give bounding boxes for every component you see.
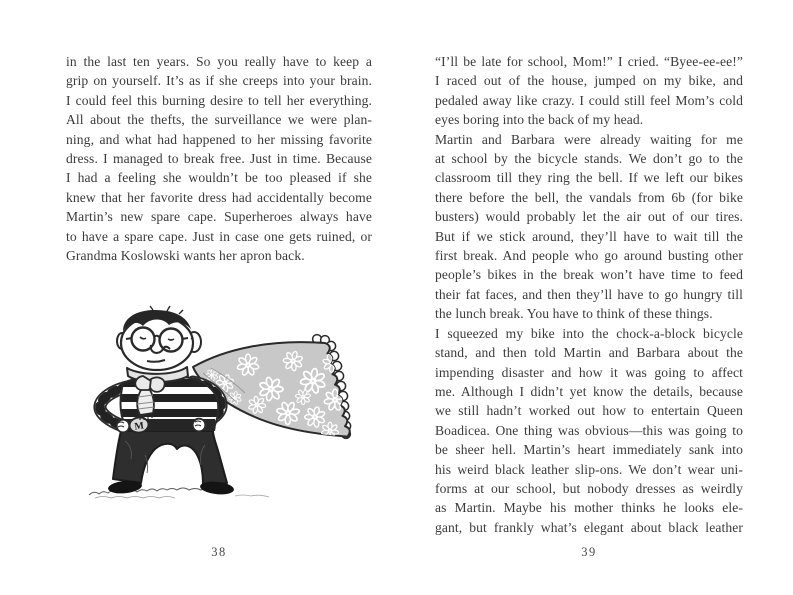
text-line: gant, but frankly what’s elegant about black leather [435, 519, 743, 535]
text-line: busters) would probably let the air out of our tires. [435, 209, 743, 225]
text-line: I squeezed my bike into the chock-a-block bicycle [435, 325, 743, 341]
text-line: at school by the bicycle stands. We don’t go to the [435, 151, 743, 167]
text-line: “I’ll be late for school, Mom!” I cried. “Byee-ee-ee!” [435, 54, 743, 69]
pants [107, 431, 234, 496]
text-line: But if we stick around, they’ll have to wait till the [435, 228, 743, 244]
text-line: dress. I managed to break free. Just in time. Because [66, 151, 372, 167]
text-line: grip on yourself. It’s as if she creeps into your brain. [66, 73, 372, 89]
text-line: I had a feeling she wouldn’t be too pleased if she [66, 170, 372, 186]
text-line: classroom till they ring the bell. If we left our bikes [435, 170, 743, 186]
page-number-left: 38 [211, 545, 227, 559]
text-line: I could feel this burning desire to tell her everything. [66, 92, 372, 108]
head [117, 306, 201, 370]
text-line: pedaled away like crazy. I could still feel Mom’s cold [435, 92, 743, 108]
text-line: Grandma Koslowski wants her apron back. [66, 248, 305, 264]
text-line: his weird black leather slip-ons. We don’t wear uni- [435, 461, 743, 477]
text-line: forms at our school, but nobody dresses as weirdly [435, 480, 743, 496]
right-page-text [435, 52, 743, 537]
text-line: Boadicea. One thing was obvious—this was going to [435, 422, 743, 438]
boy-with-cape-drawing [85, 305, 365, 505]
text-line: All about the thefts, the surveillance we were plan- [66, 112, 372, 128]
text-line: as Martin. Maybe his mother thinks he looks ele- [435, 500, 743, 516]
text-line: the lunch break. You have to think of these things. [435, 306, 713, 322]
text-line: people’s bikes in the break won’t have time to feed [435, 267, 743, 283]
text-line: to have a spare cape. Just in case one gets ruined, or [66, 228, 372, 244]
text-line: eyes boring into the back of my head. [435, 112, 644, 128]
text-line: I raced out of the house, jumped on my bike, and [435, 73, 743, 89]
text-line: ning, and what had happened to her missing favorite [66, 131, 372, 147]
text-line: stand, and then told Martin and Barbara about the [435, 345, 743, 361]
text-line: first break. And people who go around busting other [435, 248, 743, 264]
text-line: impending disaster and how it was going to affect [435, 364, 743, 380]
text-line: me. Although I didn’t yet know the details, because [435, 383, 743, 399]
left-page-text [66, 52, 372, 265]
text-line: knew that her favorite dress had accidentally become [66, 189, 372, 205]
text-line: we still hadn’t worked out how to entertain Queen [435, 403, 743, 419]
text-line: there before the bell, the vandals from 6b (for bike [435, 189, 743, 205]
text-line: their fat faces, and then they’ll have to go hungry till [435, 286, 743, 302]
text-line: in the last ten years. So you really have to keep a [66, 54, 372, 69]
page-number-right: 39 [581, 545, 597, 559]
text-line: be sheer hell. Martin’s heart immediately sank into [435, 442, 743, 458]
belt-monogram: M [133, 420, 145, 433]
text-line: Martin’s new spare cape. Superheroes always have [66, 209, 372, 225]
boy-with-cape-illustration [85, 305, 365, 505]
text-line: Martin and Barbara were already waiting for me [435, 131, 743, 147]
